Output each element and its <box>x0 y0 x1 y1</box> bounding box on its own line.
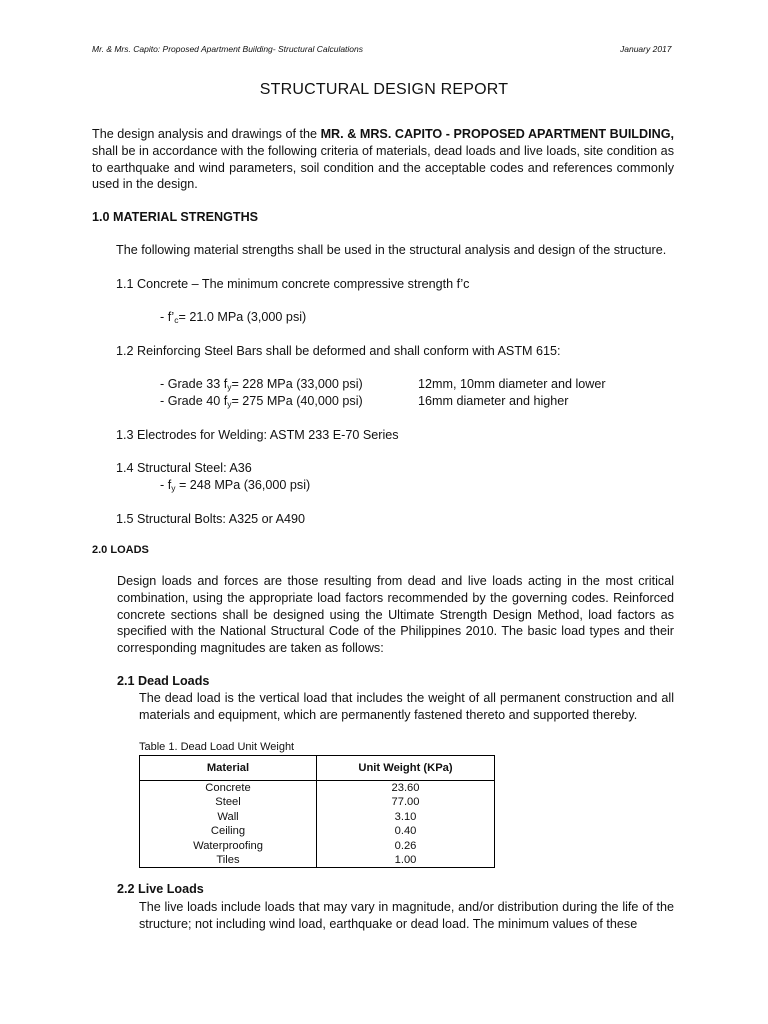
item-1-3: 1.3 Electrodes for Welding: ASTM 233 E-70 Series <box>116 428 399 442</box>
header-left: Mr. & Mrs. Capito: Proposed Apartment Building- Structural Calculations <box>92 44 364 54</box>
table-cell: Steel <box>140 795 317 809</box>
header-right: January 2017 <box>620 44 672 54</box>
table-row <box>140 781 495 796</box>
column-header-unit-weight: Unit Weight (KPa) <box>317 756 495 781</box>
live-loads-text: The live loads include loads that may vary in magnitude, and/or distribution during the life of the structure; not including wind load, earthquake or dead load. The minimum values of these <box>139 900 674 931</box>
table-cell: Ceiling <box>140 824 317 838</box>
dead-loads-heading: 2.1 Dead Loads <box>117 674 210 688</box>
table-row <box>140 853 495 868</box>
item-1-5: 1.5 Structural Bolts: A325 or A490 <box>116 512 306 526</box>
project-name: MR. & MRS. CAPITO - PROPOSED APARTMENT BUILDING, <box>320 127 674 141</box>
section-2-intro: Design loads and forces are those resulting from dead and live loads acting in the most critical combination, using the appropriate load factors recommended by the governing codes. Reinforced concrete sections shall be designed using the Ultimate Strength Design Method, load factors as specified with the National Structural Code of the Philippines 2010. The basic load types and their corresponding magnitudes are taken as follows: <box>117 574 674 656</box>
item-1-4-value: - $f_y = 248$ MPa (36,000 psi) <box>160 478 311 493</box>
page-title: STRUCTURAL DESIGN REPORT <box>259 81 509 98</box>
table-cell: Concrete <box>140 781 317 796</box>
table-cell: 0.40 <box>317 824 495 838</box>
grade-33-note: 12mm, 10mm diameter and lower <box>418 377 606 391</box>
table-cell: 23.60 <box>317 781 495 796</box>
column-header-material: Material <box>140 756 317 781</box>
intro-text-1: The design analysis and drawings of the <box>92 127 321 141</box>
table-cell: Tiles <box>140 853 317 868</box>
table-cell: Waterproofing <box>140 839 317 853</box>
item-1-4: 1.4 Structural Steel: A36 <box>116 461 252 475</box>
table-row <box>140 810 495 824</box>
grade-40-value: - Grade 40 $f_y= 275$ MPa (40,000 psi) <box>160 394 363 409</box>
item-1-2: 1.2 Reinforcing Steel Bars shall be deformed and shall conform with ASTM 615: <box>116 344 561 358</box>
table-cell: 77.00 <box>317 795 495 809</box>
section-1-heading: 1.0 MATERIAL STRENGTHS <box>92 210 259 224</box>
table-row <box>140 824 495 838</box>
intro-text-2: shall be in accordance with the following criteria of materials, dead loads and live loads, site condition as to earthquake and wind parameters, soil condition and the acceptable codes and references commonly used in the design. <box>92 143 674 192</box>
dead-loads-text: The dead load is the vertical load that includes the weight of all permanent construction and all materials and equipment, which are permanently fastened thereto and supported thereby. <box>139 691 674 722</box>
table-row <box>140 839 495 853</box>
item-1-1-value: - $f’_c= 21.0$ MPa (3,000 psi) <box>160 310 307 325</box>
live-loads-heading: 2.2 Live Loads <box>117 882 204 896</box>
section-2-heading: 2.0 LOADS <box>92 544 149 556</box>
table-row <box>140 795 495 809</box>
table-cell: 0.26 <box>317 839 495 853</box>
table-caption: Table 1. Dead Load Unit Weight <box>139 741 295 753</box>
table-header-row <box>140 756 495 781</box>
section-1-intro: The following material strengths shall be used in the structural analysis and design of the structure. <box>116 243 667 257</box>
table-cell: Wall <box>140 810 317 824</box>
dead-load-table <box>139 755 495 868</box>
grade-33-value: - Grade 33 $f_y= 228$ MPa (33,000 psi) <box>160 377 363 392</box>
item-1-1: 1.1 Concrete – The minimum concrete compressive strength f’c <box>116 277 470 291</box>
grade-40-note: 16mm diameter and higher <box>418 394 569 408</box>
table-cell: 1.00 <box>317 853 495 868</box>
intro-paragraph <box>92 126 674 193</box>
table-cell: 3.10 <box>317 810 495 824</box>
